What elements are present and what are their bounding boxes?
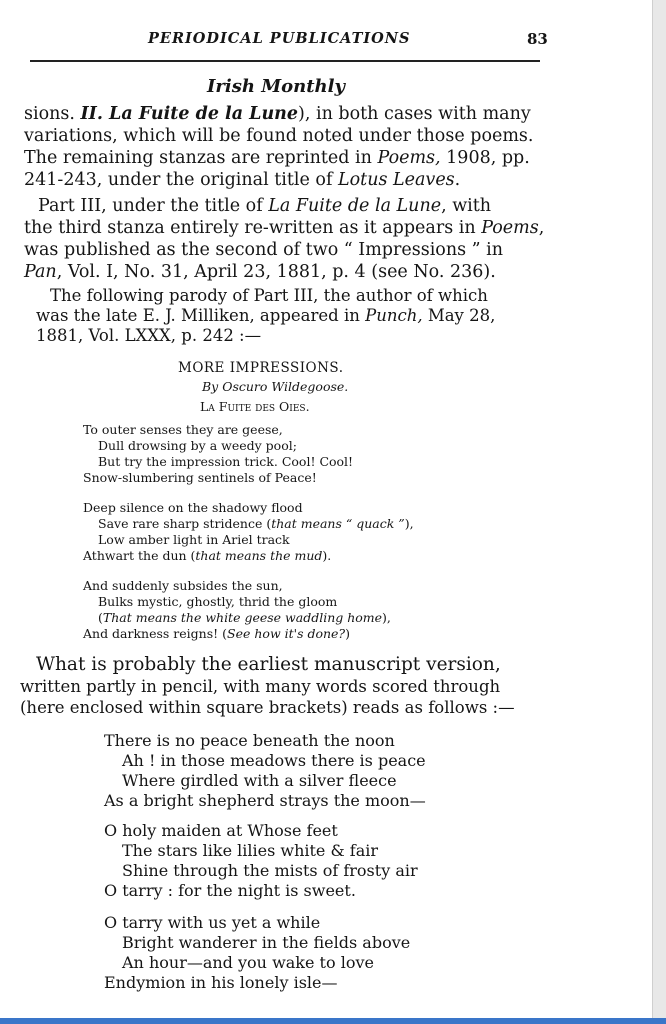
parody-s2-l1: Deep silence on the shadowy flood [83, 500, 303, 515]
section-title: Irish Monthly [207, 76, 345, 97]
para1-line3: The remaining stanzas are reprinted in Poems, 1908, pp. [24, 148, 530, 168]
manuscript-s3-l2: Bright wanderer in the fields above [122, 933, 411, 952]
para2-line4: Pan, Vol. I, No. 31, April 23, 1881, p. 4 (see No. 236). [24, 262, 496, 282]
para4-line3: (here enclosed within square brackets) reads as follows :— [20, 698, 515, 717]
manuscript-s1-l2: Ah ! in those meadows there is peace [122, 751, 426, 770]
parody-title: MORE IMPRESSIONS. [178, 360, 344, 376]
para2-line2: the third stanza entirely re-written as it appears in Poems, [24, 218, 545, 238]
para1-line2: variations, which will be found noted under those poems. [24, 126, 534, 146]
para3-line1: The following parody of Part III, the author of which [50, 286, 488, 305]
manuscript-s1-l4: As a bright shepherd strays the moon— [104, 791, 426, 810]
page-number: 83 [527, 30, 548, 48]
manuscript-s2-l3: Shine through the mists of frosty air [122, 861, 418, 880]
para1-line4: 241-243, under the original title of Lotus Leaves. [24, 170, 461, 190]
manuscript-s3-l3: An hour—and you wake to love [122, 953, 374, 972]
para2-line3: was published as the second of two “ Impressions ” in [24, 240, 504, 260]
parody-s3-l4: And darkness reigns! (See how it's done?) [83, 626, 351, 641]
parody-s3-l2: Bulks mystic, ghostly, thrid the gloom [98, 594, 338, 609]
running-title: PERIODICAL PUBLICATIONS [148, 30, 411, 47]
parody-s1-l4: Snow-slumbering sentinels of Peace! [83, 470, 317, 485]
parody-subtitle: La Fuite des Oies. [200, 399, 310, 414]
manuscript-s3-l1: O tarry with us yet a while [104, 913, 321, 932]
parody-s3-l1: And suddenly subsides the sun, [83, 578, 283, 593]
header-rule [30, 60, 540, 62]
para3-line3: 1881, Vol. LXXX, p. 242 :— [36, 326, 262, 345]
parody-s2-l3: Low amber light in Ariel track [98, 532, 290, 547]
parody-s1-l2: Dull drowsing by a weedy pool; [98, 438, 297, 453]
para1-line1: sions. II. La Fuite de la Lune), in both cases with many [24, 104, 531, 124]
parody-s3-l3: (That means the white geese waddling home), [98, 610, 391, 625]
manuscript-s1-l3: Where girdled with a silver fleece [122, 771, 397, 790]
viewer-bottom-edge [0, 1018, 666, 1024]
para4-line1: What is probably the earliest manuscript version, [36, 654, 501, 675]
manuscript-s2-l1: O holy maiden at Whose feet [104, 821, 338, 840]
manuscript-s2-l4: O tarry : for the night is sweet. [104, 881, 356, 900]
manuscript-s2-l2: The stars like lilies white & fair [122, 841, 379, 860]
parody-s2-l4: Athwart the dun (that means the mud). [83, 548, 332, 563]
viewer-right-edge [652, 0, 666, 1024]
parody-byline: By Oscuro Wildegoose. [202, 379, 349, 394]
manuscript-s1-l1: There is no peace beneath the noon [104, 731, 395, 750]
parody-s2-l2: Save rare sharp stridence (that means “ quack ”), [98, 516, 414, 531]
para2-line1: Part III, under the title of La Fuite de la Lune, with [38, 196, 492, 216]
parody-s1-l3: But try the impression trick. Cool! Cool! [98, 454, 354, 469]
parody-s1-l1: To outer senses they are geese, [83, 422, 283, 437]
para3-line2: was the late E. J. Milliken, appeared in Punch, May 28, [36, 306, 496, 325]
manuscript-s3-l4: Endymion in his lonely isle— [104, 973, 338, 992]
para4-line2: written partly in pencil, with many words scored through [20, 677, 501, 696]
